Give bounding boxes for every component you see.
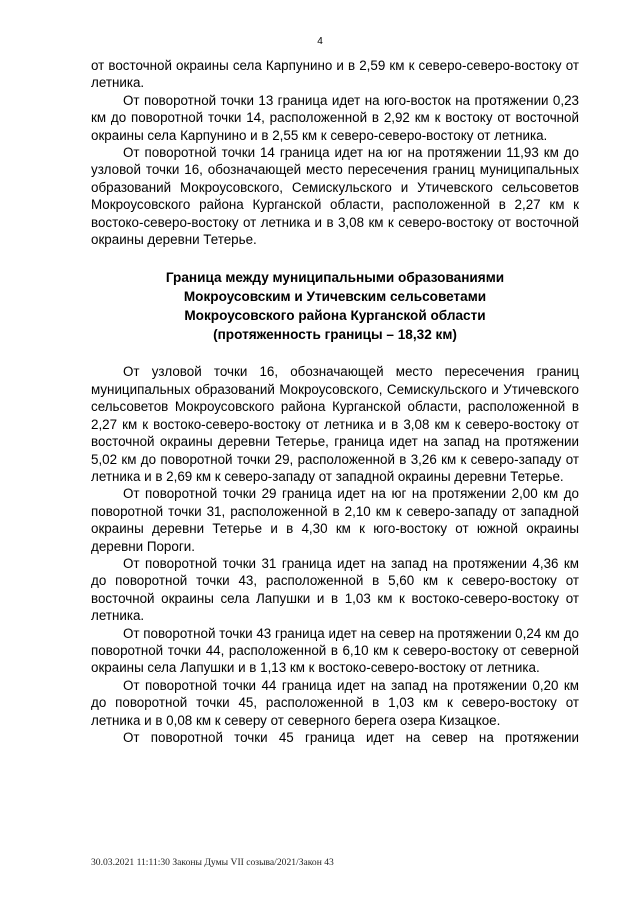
paragraph: От узловой точки 16, обозначающей место пересечения границ муниципальных образований Мокроусовского, Семискульского и Утичевского сельсоветов Мокроусовского района Курганской области, расположенной в 2,27 км к востоко-северо-востоку от летника и в 3,08 км к северо-востоку от восточной окраины деревни Тетерье, граница идет на запад на протяжении 5,02 км до поворотной точки 29, расположенной в 3,26 км к северо-западу от летника и в 2,69 км к северо-западу от западной окраины деревни Тетерье.: [91, 364, 579, 484]
paragraph: От поворотной точки 14 граница идет на юг на протяжении 11,93 км до узловой точки 16, обозначающей место пересечения границ муниципальных образований Мокроусовского, Семискульского и Утичевского сельсоветов Мокроусовского района Курганской области, расположенной в 2,27 км к востоко-северо-востоку от летника и в 3,08 км к северо-востоку от восточной окраины деревни Тетерье.: [91, 145, 579, 248]
section-heading-line: Граница между муниципальными образованиями: [165, 270, 505, 286]
paragraph-truncated: От поворотной точки 45 граница идет на север на протяжении: [123, 730, 579, 745]
page-number: 4: [317, 36, 323, 47]
paragraph: От поворотной точки 29 граница идет на юг на протяжении 2,00 км до поворотной точки 31, расположенной в 2,10 км к северо-западу от западной окраины деревни Тетерье и в 4,30 км к юго-востоку от южной окраины деревни Пороги.: [91, 486, 579, 554]
paragraph: От поворотной точки 31 граница идет на запад на протяжении 4,36 км до поворотной точки 43, расположенной в 5,60 км к северо-востоку от восточной окраины села Лапушки и в 1,03 км к востоко-северо-востоку от летника.: [91, 555, 579, 624]
footer-stamp: 30.03.2021 11:11:30 Законы Думы VII созыва/2021/Закон 43: [91, 857, 334, 868]
section-heading: [91, 268, 579, 344]
section-heading-line: Мокроусовского района Курганской области: [184, 308, 486, 324]
document-body: [91, 57, 579, 746]
section-heading-line: Мокроусовским и Утичевским сельсоветами: [183, 289, 487, 305]
paragraph: От поворотной точки 43 граница идет на север на протяжении 0,24 км до поворотной точки 44, расположенной в 6,10 км к северо-востоку от северной окраины села Лапушки и в 1,13 км к востоко-северо-востоку от летника.: [91, 625, 579, 676]
paragraph: От поворотной точки 44 граница идет на запад на протяжении 0,20 км до поворотной точки 45, расположенной в 1,03 км к северо-востоку от летника и в 0,08 км к северу от северного берега озера Кизацкое.: [91, 677, 579, 728]
paragraph-continuation: от восточной окраины села Карпунино и в 2,59 км к северо-северо-востоку от летника.: [91, 58, 579, 91]
paragraph: От поворотной точки 13 граница идет на юго-восток на протяжении 0,23 км до поворотной точки 14, расположенной в 2,92 км к востоку от восточной окраины села Карпунино и в 2,55 км к северо-северо-востоку от летника.: [91, 92, 579, 143]
section-heading-length: (протяженность границы – 18,32 км): [213, 327, 457, 343]
